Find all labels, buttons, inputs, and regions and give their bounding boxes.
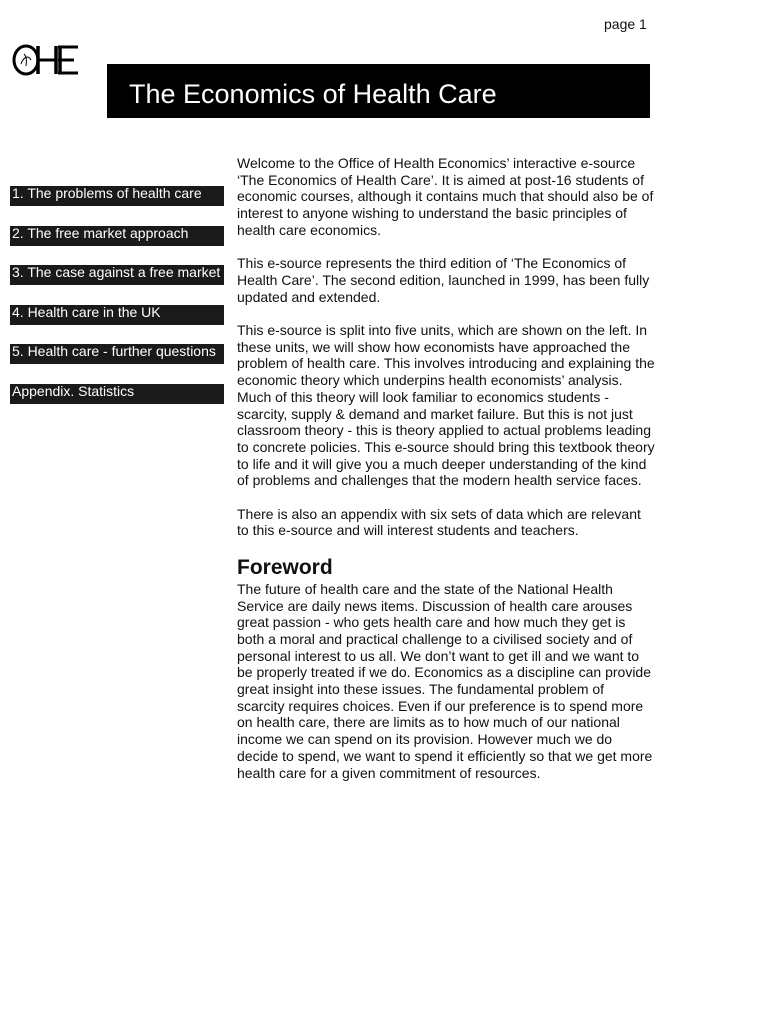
appendix-paragraph: There is also an appendix with six sets of data which are relevant to this e-source and will interest students and teachers. [237, 505, 641, 539]
nav-unit-5-link[interactable]: 5. Health care - further questions [10, 344, 224, 364]
main-content [237, 155, 655, 798]
ohe-logo-mark [12, 40, 84, 80]
nav-unit-3-link[interactable]: 3. The case against a free market [10, 265, 224, 285]
nav-unit-1-link[interactable]: 1. The problems of health care [10, 186, 224, 206]
unit-navigation [10, 186, 224, 424]
page-number: page 1 [604, 16, 647, 32]
nav-unit-2-link[interactable]: 2. The free market approach [10, 226, 224, 246]
nav-appendix-link[interactable]: Appendix. Statistics [10, 384, 224, 404]
foreword-heading: Foreword [237, 555, 333, 579]
units-paragraph: This e-source is split into five units, which are shown on the left. In these units, we will show how economists have approached the problem of health care. This involves introducing and explaining the economic theory which underpins health economists’ analysis. Much of this theory will look familiar to economics students - scarcity, supply & demand and market failure. But this is not just classroom theory - this is theory applied to actual problems leading to concrete policies. This e-source should bring this textbook theory to life and it will give you a much deeper understanding of the kind of problems and challenges that the modern health service faces. [237, 322, 655, 489]
title-banner [107, 64, 650, 118]
ohe-logo [12, 40, 84, 80]
nav-unit-4-link[interactable]: 4. Health care in the UK [10, 305, 224, 325]
page-title: The Economics of Health Care [129, 79, 497, 109]
edition-paragraph: This e-source represents the third edition of ‘The Economics of Health Care’. The second edition, launched in 1999, has been fully updated and extended. [237, 255, 650, 305]
foreword-paragraph: The future of health care and the state of the National Health Service are daily news items. Discussion of health care arouses great passion - who gets health care and how much they get is both a moral and practical challenge to a civilised society and of personal interest to us all. We don’t want to get ill and we want to be properly treated if we do. Economics as a discipline can provide great insight into these issues. The fundamental problem of scarcity requires choices. Even if our preference is to spend more on health care, there are limits as to how much of our national income we can spend on its provision. However much we do decide to spend, we want to spend it efficiently so that we get more health care for a given commitment of resources. [237, 580, 653, 781]
intro-paragraph: Welcome to the Office of Health Economics’ interactive e-source ‘The Economics of Health Care’. It is aimed at post-16 students of economic courses, although it contains much that should also be of interest to anyone wishing to understand the basic principles of health care economics. [237, 155, 654, 238]
